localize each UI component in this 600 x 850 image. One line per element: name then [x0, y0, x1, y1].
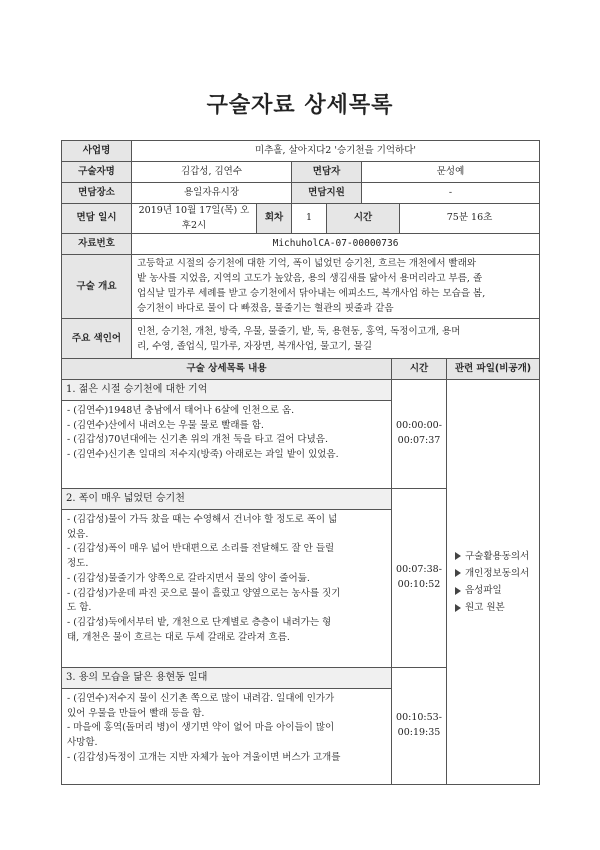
page-title: 구술자료 상세목록	[206, 93, 394, 118]
time-start: 00:10:53-	[396, 712, 442, 724]
entry-line: 있어 우물을 만들어 빨래 등을 함.	[67, 707, 205, 719]
summary-value	[132, 255, 540, 319]
section-body	[62, 689, 392, 785]
id-value: MichuholCA-07-00000736	[132, 234, 540, 255]
session-label: 회차	[257, 204, 292, 234]
file-label: 구술활용동의서	[465, 550, 530, 562]
section-body	[62, 401, 392, 489]
summary-line: 승기천이 바다로 물이 다 빠졌음, 물줄기는 혈관의 핏줄과 같음	[137, 302, 394, 314]
narrator-value: 김갑성, 김연수	[132, 162, 292, 183]
support-label: 면담지원	[292, 183, 362, 204]
file-label: 개인정보동의서	[465, 567, 530, 579]
interviewer-label: 면담자	[292, 162, 362, 183]
section-title: 2. 폭이 매우 넓었던 승기천	[62, 489, 392, 510]
session-value: 1	[292, 204, 327, 234]
date-label: 면담 일시	[62, 204, 132, 234]
place-value: 용일자유시장	[132, 183, 292, 204]
entry-line: - (김갑성)둑에서부터 밭, 개천으로 단계별로 층층이 내려가는 형	[67, 617, 332, 629]
detail-table	[61, 358, 540, 785]
entry-line: 태, 개천은 물이 흐르는 대로 두세 갈래로 갈라져 흐름.	[67, 631, 290, 643]
entry-line: 정도.	[67, 558, 89, 570]
time-end: 00:07:37	[397, 435, 441, 446]
triangle-bullet-icon	[455, 604, 461, 612]
section-time	[392, 668, 447, 785]
project-value: 미추홀, 살아지다2 '승기천을 기억하다'	[132, 141, 540, 162]
time-end: 00:19:35	[397, 727, 441, 738]
detail-header-files: 관련 파일(비공개)	[447, 359, 540, 380]
entry-line: - (김연수)신기촌 일대의 저수지(방죽) 아래로는 과일 밭이 있었음.	[67, 449, 339, 461]
file-label: 음성파일	[465, 585, 502, 596]
id-label: 자료번호	[62, 234, 132, 255]
file-item	[455, 582, 535, 599]
time-end: 00:10:52	[397, 579, 441, 590]
summary-label: 구술 개요	[62, 255, 132, 319]
triangle-bullet-icon	[455, 569, 461, 577]
entry-line: - 마을에 홍역(돌머리 병)이 생기면 약이 없어 마을 아이들이 많이	[67, 722, 335, 734]
keywords-line: 리, 수영, 졸업식, 밀가루, 자장면, 복개사업, 물고기, 물길	[137, 340, 372, 352]
triangle-bullet-icon	[455, 587, 461, 595]
entry-line: - (김갑성)폭이 매우 넓어 반대편으로 소리를 전달해도 잘 안 들릴	[67, 543, 335, 555]
entry-line: - (김갑성)물줄기가 양쪽으로 갈라지면서 물의 양이 줄어듦.	[67, 572, 310, 584]
section-body	[62, 510, 392, 668]
entry-line: - (김갑성)물이 가득 찼을 때는 수영해서 건너야 할 정도로 폭이 넓	[67, 514, 338, 525]
time-start: 00:07:38-	[396, 564, 442, 576]
entry-line: - (김갑성)가운데 파진 곳으로 물이 흘렀고 양옆으로는 농사를 짓기	[67, 587, 341, 599]
file-item	[455, 548, 535, 565]
time-label: 시간	[327, 204, 400, 234]
date-value: 2019년 10월 17일(목) 오후2시	[132, 204, 257, 234]
keywords-value	[132, 319, 540, 361]
metadata-table	[61, 140, 540, 361]
section-time	[392, 489, 447, 668]
project-label: 사업명	[62, 141, 132, 162]
section-title: 3. 용의 모습을 닮은 용현동 일대	[62, 668, 392, 689]
summary-line: 밭 농사를 지었음, 지역의 고도가 높았음, 용의 생김새를 닮아서 용머리라고 부름, 졸	[137, 273, 483, 285]
entry-line: 도 함.	[67, 602, 92, 614]
entry-line: - (김갑성)70년대에는 신기촌 위의 개천 둑을 타고 걸어 다녔음.	[67, 434, 328, 446]
detail-header-time: 시간	[392, 359, 447, 380]
file-label: 원고 원본	[465, 602, 505, 614]
entry-line: 사망함.	[67, 737, 98, 749]
time-start: 00:00:00-	[396, 420, 442, 432]
summary-line: 고등학교 시절의 승기천에 대한 기억, 폭이 넓었던 승기천, 흐르는 개천에서 빨래와	[137, 258, 477, 270]
entry-line: - (김연수)산에서 내려오는 우물 물로 빨래를 함.	[67, 419, 264, 431]
section-title: 1. 젊은 시절 승기천에 대한 기억	[62, 380, 392, 401]
keywords-line: 인천, 승기천, 개천, 방죽, 우물, 물줄기, 밭, 둑, 용현동, 홍역, 독정이고개, 용머	[137, 326, 461, 338]
support-value: -	[362, 183, 540, 204]
place-label: 면담장소	[62, 183, 132, 204]
summary-line: 업식날 밀가루 세례를 받고 승기천에서 닦아내는 에피소드, 복개사업 하는 모습을 봄,	[137, 287, 486, 299]
file-item	[455, 599, 535, 616]
file-item	[455, 565, 535, 582]
related-files	[447, 380, 540, 785]
keywords-label: 주요 색인어	[62, 319, 132, 361]
entry-line: - (김연수)저수지 물이 신기촌 쪽으로 많이 내려감. 일대에 인가가	[67, 693, 335, 704]
triangle-bullet-icon	[455, 552, 461, 560]
entry-line: 었음.	[67, 528, 89, 540]
entry-line: - (김갑성)독정이 고개는 지반 자체가 높아 겨울이면 버스가 고개를	[67, 751, 341, 763]
interviewer-value: 문성예	[362, 162, 540, 183]
section-time	[392, 380, 447, 489]
time-value: 75분 16초	[400, 204, 540, 234]
detail-header-content: 구술 상세목록 내용	[62, 359, 392, 380]
narrator-label: 구술자명	[62, 162, 132, 183]
entry-line: - (김연수)1948년 충남에서 태어나 6살에 인천으로 옴.	[67, 405, 295, 416]
